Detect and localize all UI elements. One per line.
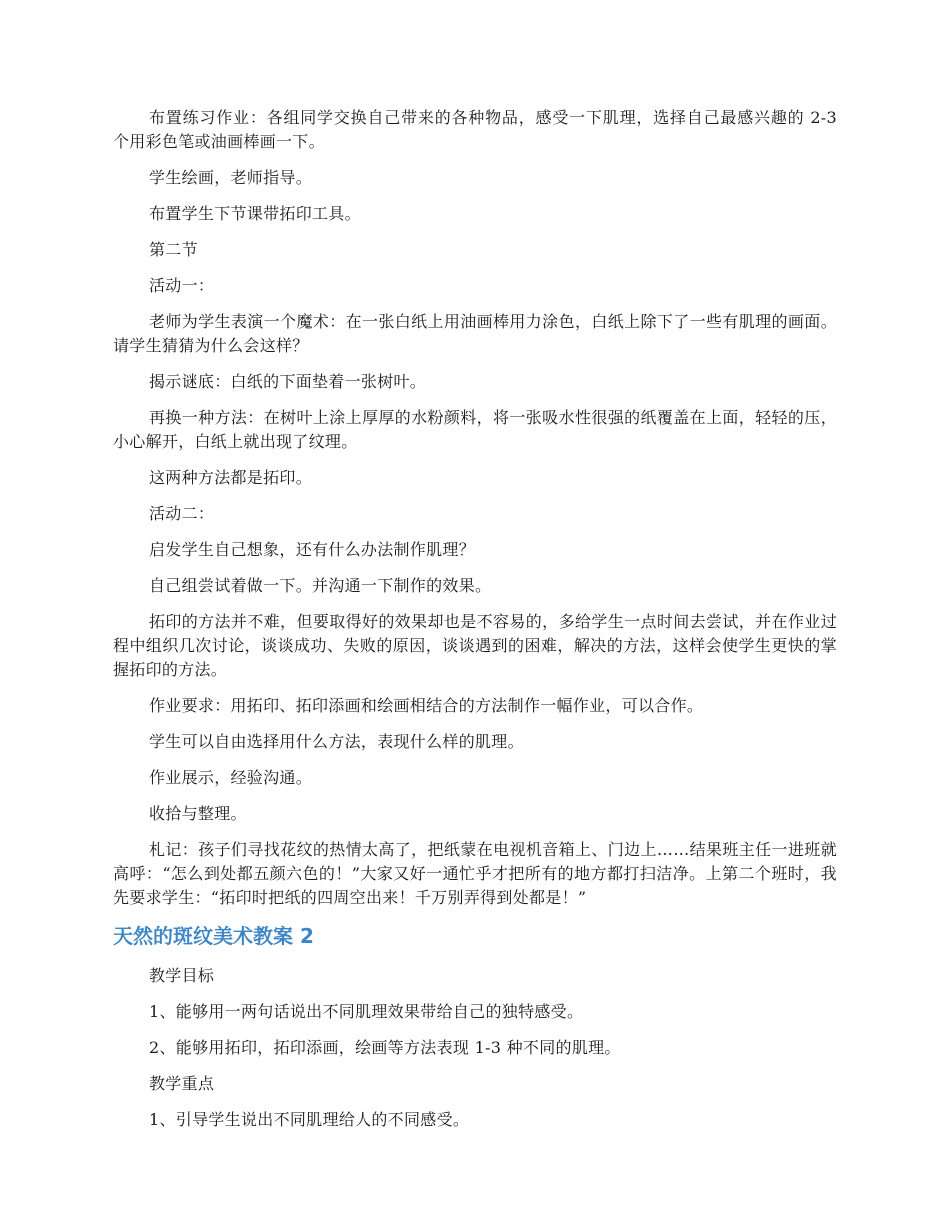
paragraph-another-method: 再换一种方法：在树叶上涂上厚厚的水粉颜料，将一张吸水性很强的纸覆盖在上面，轻轻的压，小心解开，白纸上就出现了纹理。: [113, 408, 837, 451]
paragraph-activity-one: 活动一：: [149, 276, 215, 295]
paragraph-rubbing-method: 拓印的方法并不难，但要取得好的效果却也是不容易的，多给学生一点时间去尝试，并在作业过程中组织几次讨论，谈谈成功、失败的原因，谈谈遇到的困难，解决的方法，这样会使学生更快的掌握拓印的方法。: [113, 612, 837, 679]
paragraph-activity-two: 活动二：: [149, 504, 215, 523]
paragraph-both-methods: 这两种方法都是拓印。: [149, 468, 313, 487]
paragraph-showcase: 作业展示，经验沟通。: [149, 768, 313, 787]
paragraph-free-choice: 学生可以自由选择用什么方法，表现什么样的肌理。: [149, 732, 524, 751]
paragraph-objective-1: 1、能够用一两句话说出不同肌理效果带给自己的独特感受。: [149, 1002, 584, 1021]
paragraph-objective-2: 2、能够用拓印，拓印添画，绘画等方法表现 1-3 种不同的肌理。: [149, 1038, 621, 1057]
paragraph-student-drawing: 学生绘画，老师指导。: [149, 168, 313, 187]
paragraph-requirements: 作业要求：用拓印、拓印添画和绘画相结合的方法制作一幅作业，可以合作。: [149, 696, 704, 715]
paragraph-second-lesson: 第二节: [149, 240, 198, 259]
paragraph-group-try: 自己组尝试着做一下。并沟通一下制作的效果。: [149, 576, 492, 595]
paragraph-reveal: 揭示谜底：白纸的下面垫着一张树叶。: [149, 372, 427, 391]
paragraph-objectives-title: 教学目标: [149, 966, 215, 985]
document-body: [113, 106, 837, 1144]
section-heading: 天然的斑纹美术教案 2: [113, 924, 314, 948]
paragraph-bring-tools: 布置学生下节课带拓印工具。: [149, 204, 361, 223]
paragraph-cleanup: 收拾与整理。: [149, 804, 247, 823]
paragraph-inspire: 启发学生自己想象，还有什么办法制作肌理？: [149, 540, 476, 559]
paragraph-homework: 布置练习作业：各组同学交换自己带来的各种物品，感受一下肌理，选择自己最感兴趣的 2-3 个用彩色笔或油画棒画一下。: [113, 108, 837, 151]
paragraph-key-point-1: 1、引导学生说出不同肌理给人的不同感受。: [149, 1110, 470, 1129]
paragraph-notes: 札记：孩子们寻找花纹的热情太高了，把纸蒙在电视机音箱上、门边上……结果班主任一进班就高呼：“怎么到处都五颜六色的！”大家又好一通忙乎才把所有的地方都打扫洁净。上第二个班时，我先要求学生：“拓印时把纸的四周空出来！千万别弄得到处都是！”: [113, 840, 837, 907]
paragraph-magic-trick: 老师为学生表演一个魔术：在一张白纸上用油画棒用力涂色，白纸上除下了一些有肌理的画面。请学生猜猜为什么会这样？: [113, 312, 837, 355]
paragraph-key-points-title: 教学重点: [149, 1074, 215, 1093]
